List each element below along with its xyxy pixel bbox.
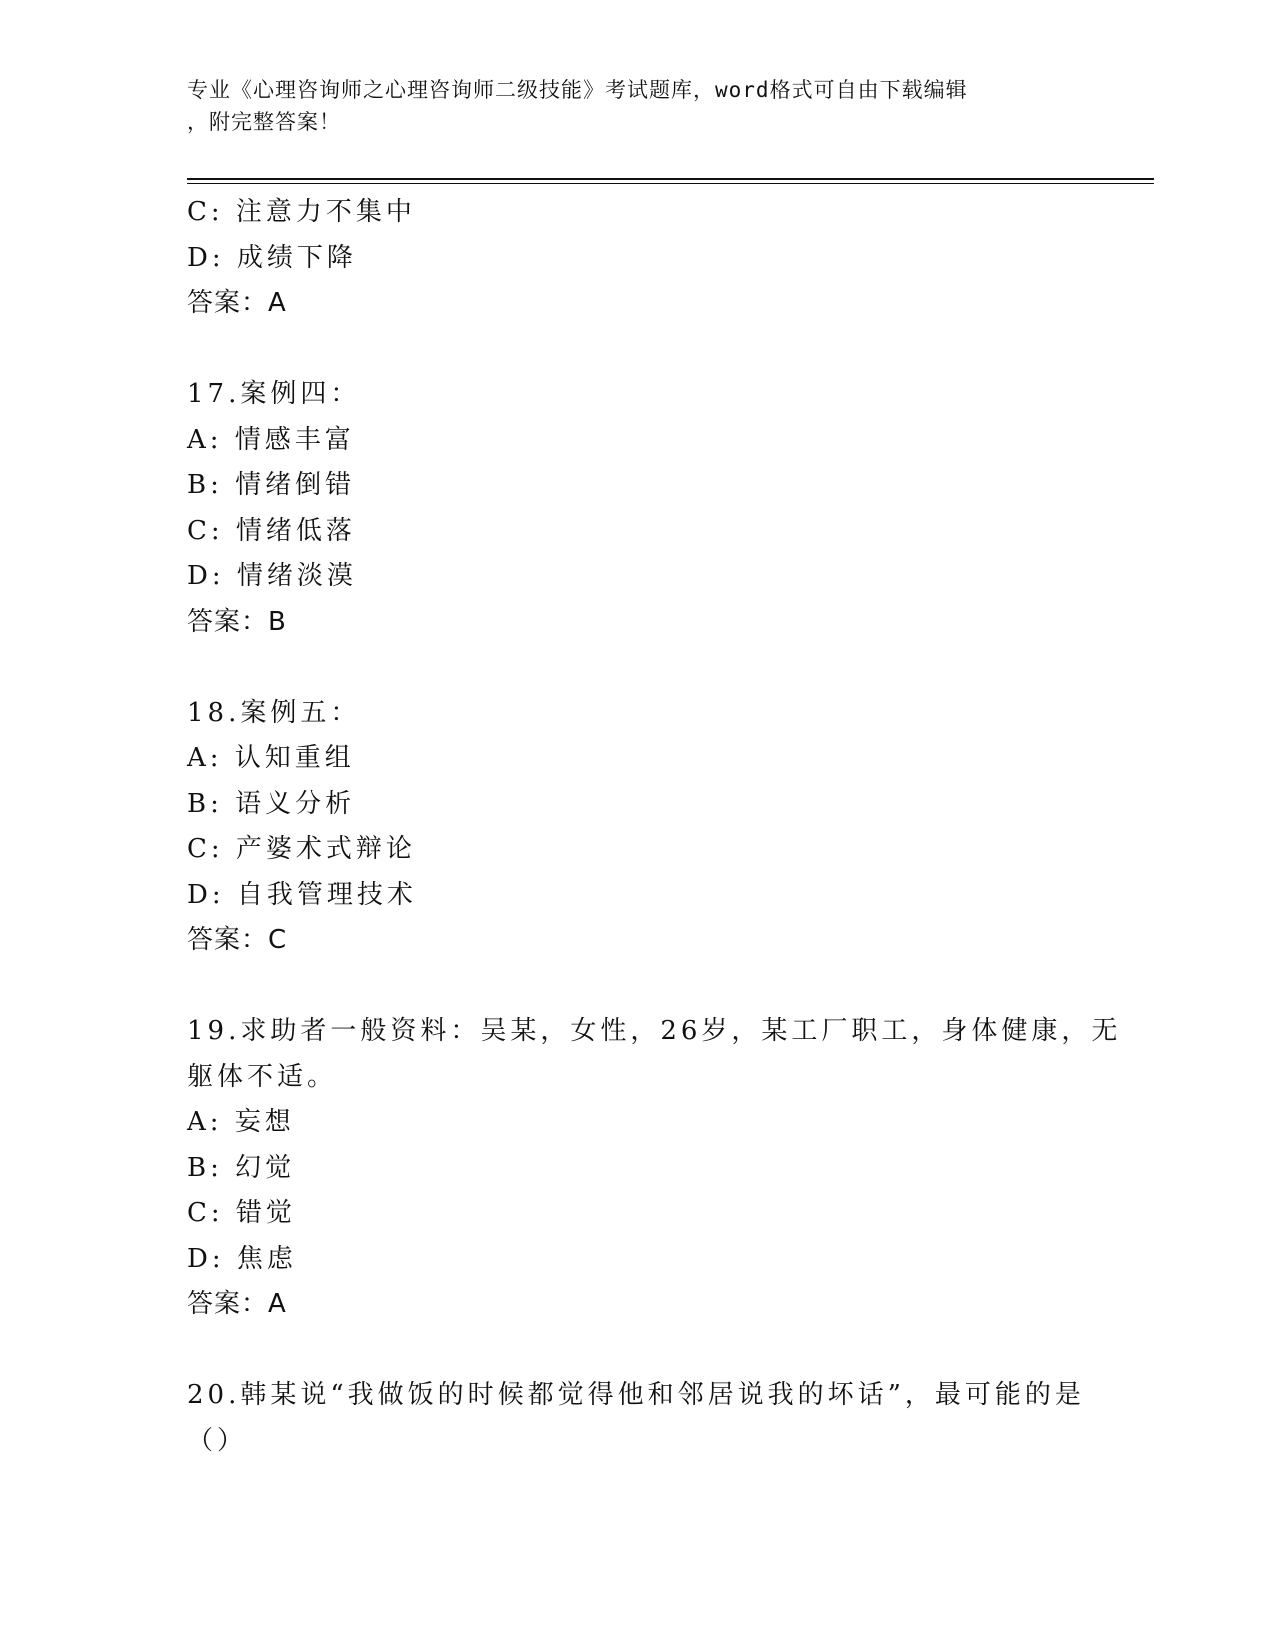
option-b: B: 语义分析	[187, 788, 356, 819]
question-16-tail	[187, 190, 1087, 327]
question-19	[187, 1009, 1122, 1328]
document-header	[187, 74, 1087, 138]
header-rule-thick	[187, 178, 1154, 180]
header-rule-thin	[187, 183, 1154, 184]
answer-line: 答案：A	[187, 1289, 287, 1319]
header-title-line-2: ，附完整答案！	[187, 110, 341, 134]
question-stem-line-2: 躯体不适。	[187, 1061, 338, 1092]
option-d: D: 情绪淡漠	[187, 561, 357, 591]
option-c: C: 注意力不集中	[187, 197, 416, 227]
option-a: A: 情感丰富	[187, 424, 355, 455]
question-17	[187, 372, 1087, 645]
question-18	[187, 691, 1087, 964]
question-stem: 17.案例四：	[187, 379, 361, 409]
question-list	[187, 190, 1122, 1464]
spacer	[187, 327, 1087, 373]
option-a: A: 妄想	[187, 1107, 295, 1137]
option-a: A: 认知重组	[187, 743, 355, 773]
spacer	[187, 964, 1087, 1010]
option-d: D: 成绩下降	[187, 242, 357, 273]
question-stem: 18.案例五：	[187, 697, 361, 728]
question-stem-line-1: 20.韩某说“我做饭的时候都觉得他和邻居说我的坏话”，最可能的是	[187, 1380, 1085, 1410]
spacer	[187, 645, 1087, 691]
answer-line: 答案：B	[187, 606, 287, 637]
answer-line: 答案：C	[187, 925, 288, 955]
option-b: B: 幻觉	[187, 1152, 296, 1183]
option-d: D: 自我管理技术	[187, 879, 417, 910]
option-b: B: 情绪倒错	[187, 470, 356, 500]
spacer	[187, 1328, 1087, 1374]
header-title-line-1: 专业《心理咨询师之心理咨询师二级技能》考试题库，word格式可自由下载编辑	[187, 78, 968, 102]
question-stem-line-2: （）	[187, 1425, 248, 1456]
option-c: C: 产婆术式辩论	[187, 834, 416, 864]
option-c: C: 情绪低落	[187, 515, 356, 546]
question-stem-line-1: 19.求助者一般资料：吴某，女性，26岁，某工厂职工，身体健康，无	[187, 1016, 1122, 1046]
option-d: D: 焦虑	[187, 1243, 297, 1274]
question-20	[187, 1373, 1087, 1464]
answer-line: 答案：A	[187, 288, 287, 318]
option-c: C: 错觉	[187, 1198, 296, 1228]
